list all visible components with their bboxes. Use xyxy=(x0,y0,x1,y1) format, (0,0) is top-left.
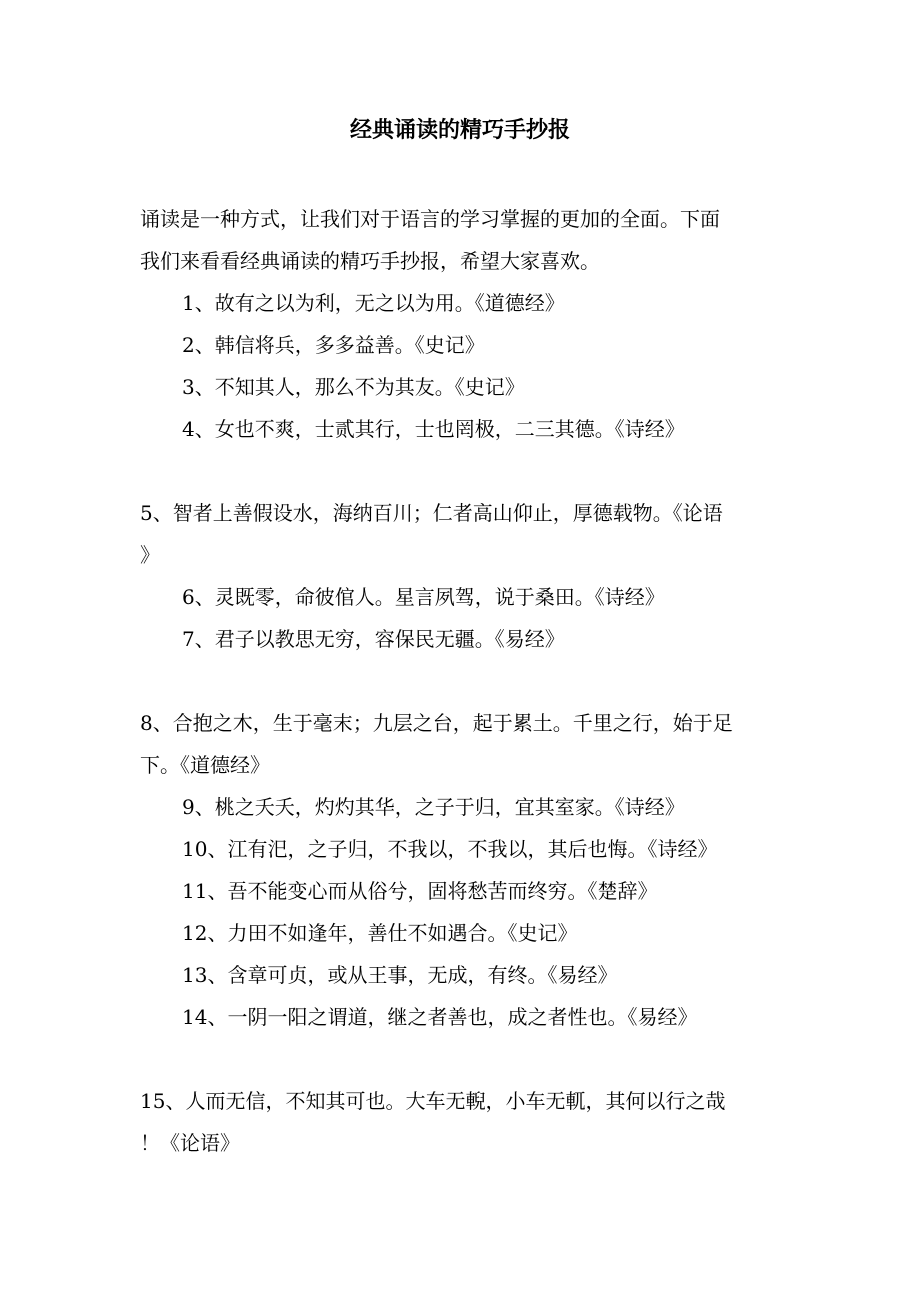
list-item: 12、力田不如逢年，善仕不如遇合。《史记》 xyxy=(182,921,578,945)
list-item: 10、江有汜，之子归，不我以，不我以，其后也悔。《诗经》 xyxy=(182,837,718,861)
list-item-continuation: ！《论语》 xyxy=(140,1131,240,1155)
list-item: 9、桃之夭夭，灼灼其华，之子于归，宜其室家。《诗经》 xyxy=(182,795,685,819)
intro-line: 我们来看看经典诵读的精巧手抄报，希望大家喜欢。 xyxy=(140,249,600,273)
paragraph-gap xyxy=(140,450,790,492)
paragraph-gap xyxy=(140,1038,790,1080)
intro-line: 诵读是一种方式，让我们对于语言的学习掌握的更加的全面。下面 xyxy=(140,207,720,231)
list-item: 1、故有之以为利，无之以为用。《道德经》 xyxy=(182,291,565,315)
list-item: 14、一阴一阳之谓道，继之者善也，成之者性也。《易经》 xyxy=(182,1005,698,1029)
list-item: 3、不知其人，那么不为其友。《史记》 xyxy=(182,375,525,399)
list-item-continuation: 》 xyxy=(140,543,160,567)
document-title: 经典诵读的精巧手抄报 xyxy=(349,117,570,143)
list-item: 6、灵既零，命彼倌人。星言夙驾，说于桑田。《诗经》 xyxy=(182,585,665,609)
list-item: 8、合抱之木，生于毫末；九层之台，起于累土。千里之行，始于足 xyxy=(140,711,733,735)
document-body xyxy=(140,198,790,1164)
intro-paragraph xyxy=(140,198,790,282)
list-item: 4、女也不爽，士贰其行，士也罔极，二三其德。《诗经》 xyxy=(182,417,685,441)
list-item: 5、智者上善假设水，海纳百川；仁者高山仰止，厚德载物。《论语 xyxy=(140,501,723,525)
list-item: 7、君子以教思无穷，容保民无疆。《易经》 xyxy=(182,627,565,651)
list-item: 2、韩信将兵，多多益善。《史记》 xyxy=(182,333,485,357)
list-item: 13、含章可贞，或从王事，无成，有终。《易经》 xyxy=(182,963,618,987)
paragraph-gap xyxy=(140,660,790,702)
list-item-continuation: 下。《道德经》 xyxy=(140,753,270,777)
list-item: 11、吾不能变心而从俗兮，固将愁苦而终穷。《楚辞》 xyxy=(182,879,658,903)
list-item: 15、人而无信，不知其可也。大车无輗，小车无軏，其何以行之哉 xyxy=(140,1089,726,1113)
